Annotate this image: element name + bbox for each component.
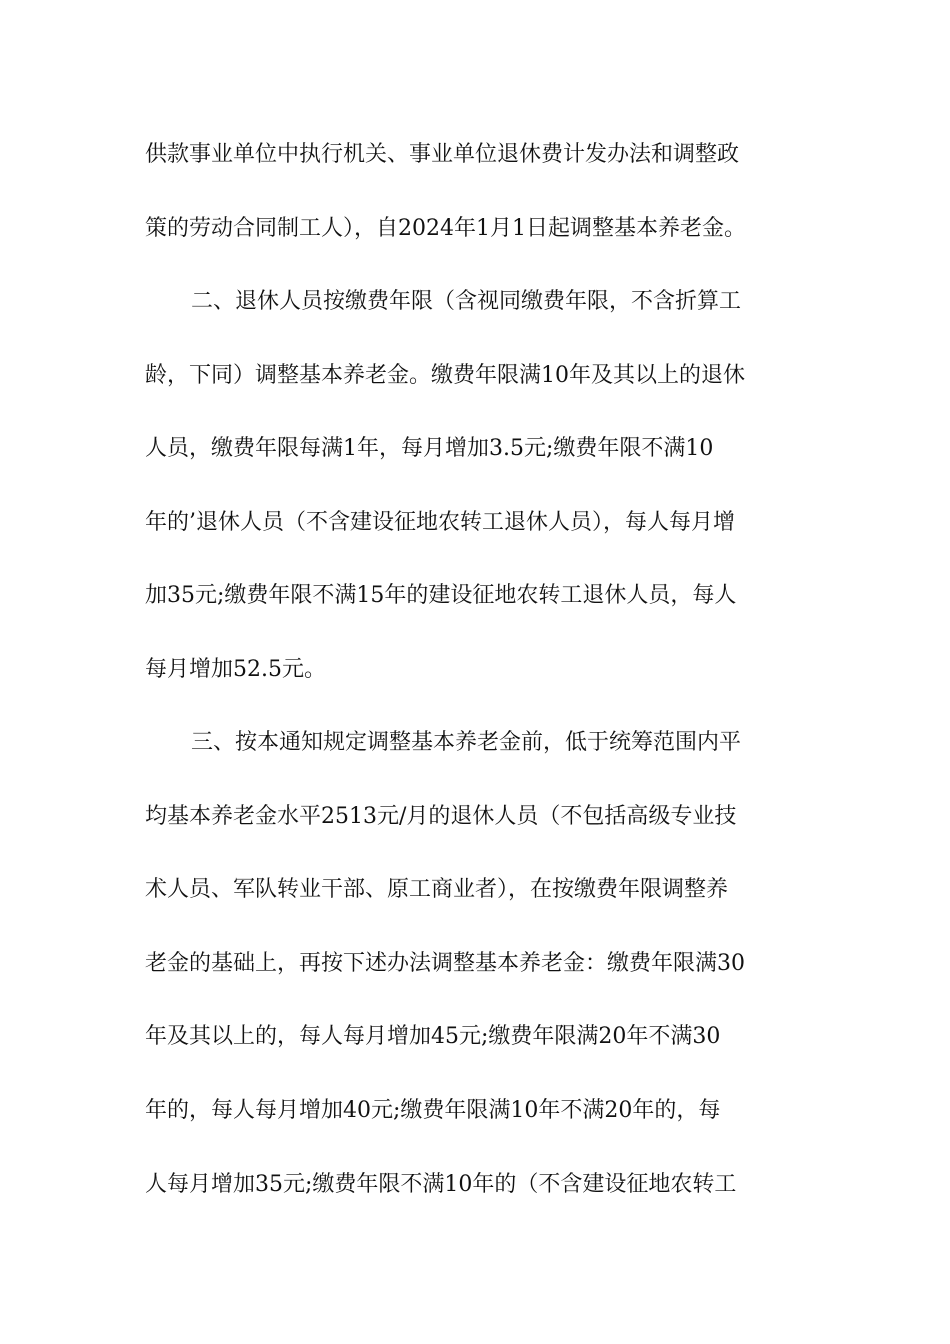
text-line: 每月增加52.5元。 [145, 656, 326, 682]
text-line: 年的，每人每月增加40元;缴费年限满10年不满20年的，每 [145, 1097, 721, 1123]
text-line: 人每月增加35元;缴费年限不满10年的（不含建设征地农转工 [145, 1171, 737, 1197]
text-line: 年的’退休人员（不含建设征地农转工退休人员），每人每月增 [145, 509, 735, 535]
text-line: 加35元;缴费年限不满15年的建设征地农转工退休人员，每人 [145, 583, 737, 609]
text-line: 龄，下同）调整基本养老金。缴费年限满10年及其以上的退休 [145, 362, 745, 388]
text-line: 术人员、军队转业干部、原工商业者），在按缴费年限调整养 [145, 877, 729, 903]
text-line: 二、退休人员按缴费年限（含视同缴费年限，不含折算工 [191, 289, 742, 314]
paragraph-3 [145, 706, 810, 1221]
paragraph-2 [145, 265, 810, 707]
text-line: 供款事业单位中执行机关、事业单位退休费计发办法和调整政 [145, 142, 740, 167]
text-line: 策的劳动合同制工人），自2024年1月1日起调整基本养老金。 [145, 215, 746, 241]
text-line: 人员，缴费年限每满1年，每月增加3.5元;缴费年限不满10 [145, 436, 714, 462]
text-line: 年及其以上的，每人每月增加45元;缴费年限满20年不满30 [145, 1024, 721, 1050]
paragraph-continued [145, 118, 810, 265]
text-line: 三、按本通知规定调整基本养老金前，低于统筹范围内平 [191, 730, 742, 755]
text-line: 均基本养老金水平2513元/月的退休人员（不包括高级专业技 [145, 803, 737, 829]
text-line: 老金的基础上，再按下述办法调整基本养老金：缴费年限满30 [145, 950, 745, 976]
